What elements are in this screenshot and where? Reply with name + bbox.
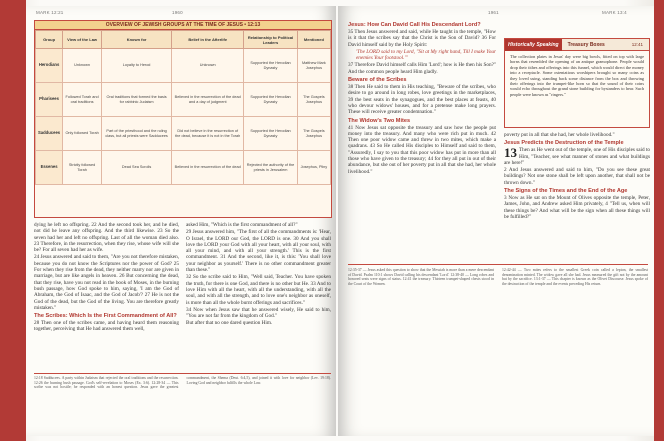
group-name-cell: Herodians [36, 49, 63, 83]
column-header: Belief in the Afterlife [172, 31, 244, 49]
right-column-1 [348, 20, 496, 260]
section-heading: The Widow's Two Mites [348, 117, 411, 124]
table-cell: Oral traditions that formed the basis for rabbinic Judaism [102, 83, 172, 117]
paragraph: 38 Then He said to them in His teaching, "Beware of the scribes, who desire to go around in long robes, love greetings in the marketplaces, 39 the best seats in the synagogues, and the best places at feasts, 40 who devour widows' houses, and for a pretense make long prayers. These will receive greater condemnation." [348, 84, 496, 116]
running-header-right: MARK 13:4 [602, 10, 627, 15]
historically-speaking-sidebar [504, 38, 650, 128]
table-cell: Supported the Herodian Dynasty [244, 117, 298, 151]
table-cell: Josephus, Pliny [297, 151, 330, 185]
cover-right [654, 0, 664, 441]
paragraph: 35 Then Jesus answered and said, while He taught in the temple, "How is it that the scribes say that the Christ is the Son of David? 36 For David himself said by the Holy Spirit: [348, 29, 496, 48]
table-cell: Matthew Mark Josephus [297, 49, 330, 83]
left-page [26, 6, 336, 436]
paragraph: 28 Then one of the scribes came, and having heard them reasoning together, perceiving that He had answered them well, [34, 320, 179, 333]
sidebar-header [505, 39, 649, 51]
table-cell: Unknown [63, 49, 102, 83]
paragraph: But after that no one dared question Him. [186, 320, 273, 327]
right-column-2 [504, 132, 650, 260]
historically-speaking-logo: Historically Speaking [505, 39, 562, 51]
paragraph: asked Him, "Which is the first commandment of all?" [186, 222, 298, 228]
paragraph: dying he left no offspring. 22 And the second took her, and he died, not did he leave any offspring. And the third likewise. 23 So the seven had her and left no offspring. Last of all the woman died also. 23 Therefore, in the resurrection, when they rise, whose wife will she be? For all seven had her as wife. [34, 222, 179, 254]
section-heading: Jesus Predicts the Destruction of the Temple [504, 140, 624, 147]
table-body [36, 49, 331, 185]
section-heading: The Signs of the Times and the End of the Age [504, 188, 628, 195]
sidebar-title: Treasury Boxes [567, 41, 605, 48]
table-cell: Rejected the authority of the priests in Jerusalem [244, 151, 298, 185]
left-column-1 [34, 222, 179, 370]
table-cell: Dead Sea Scrolls [102, 151, 172, 185]
paragraph: 37 Therefore David himself calls Him 'Lord'; how is He then his Son?" And the common people heard Him gladly. [348, 62, 496, 75]
column-header: Group [36, 31, 63, 49]
left-column-2 [186, 222, 331, 370]
group-name-cell: Sadducees [36, 117, 63, 151]
table-cell: Believed in the resurrection of the dead [172, 151, 244, 185]
table-cell: Strictly followed Torah [63, 151, 102, 185]
group-name-cell: Essenes [36, 151, 63, 185]
section-heading: Jesus: How Can David Call His Descendant Lord? [348, 22, 481, 28]
column-header: Relationship to Political Leaders [244, 31, 298, 49]
running-header-left: MARK 12:21 [36, 10, 64, 15]
page-number-right: 1961 [488, 10, 499, 15]
table-cell: Part of the priesthood and the ruling class, but all priests were Sadducees [102, 117, 172, 151]
table-cell: Supported the Herodian Dynasty [244, 49, 298, 83]
group-name-cell: Pharisees [36, 83, 63, 117]
paragraph: 3 Now as He sat on the Mount of Olives opposite the temple, Peter, James, John, and Andrew asked Him privately, 4 "Tell us, when will these things be? And what will be the sign when all these things will be fulfilled?" [504, 195, 650, 220]
study-notes-right-2: 12:42-44 — Two mites refers to the smallest Greek coin called a lepton, the smallest denomination minted. The widow gave all she had. Jesus measured the gift not by the amount but by the sacrifice. 13:1-37 — This chapter is known as the Olivet Discourse. Jesus spoke of the destruction of the temple and the events preceding His return. [502, 268, 648, 286]
paragraph: 2 And Jesus answered and said to him, "Do you see these great buildings? Not one stone shall be left upon another, that shall not be thrown down." [504, 167, 650, 186]
sidebar-body: The collection plates in Jesus' day were big bowls, fitted on top with large horns that resembled the opening of an antique gramophone. People would drop their tithes and offerings into this funnel, which would direct the money into a receptacle. Some ostentatious worshipers brought so many coins as they loved using, standing back some distance from the box and throwing their offerings into the trumpet-like horn so that the sound of their coins would echo throughout the grand stone building for bystanders to hear. Such people were known as "ringers." [510, 54, 644, 97]
paragraph: poverty put in all that she had, her whole livelihood." [504, 132, 615, 138]
table-row [36, 49, 331, 83]
jewish-groups-table [34, 20, 332, 218]
table-row [36, 83, 331, 117]
paragraph: 29 Jesus answered him, "The first of all the commandments is: 'Hear, O Israel, the LORD our God, the LORD is one. 30 And you shall love the LORD your God with all your heart, with all your soul, with all your mind, and with all your strength.' This is the first commandment. 31 And the second, like it, is this: 'You shall love your neighbor as yourself.' There is no other commandment greater than these." [186, 229, 331, 274]
notes-divider [348, 264, 648, 265]
section-heading: The Scribes: Which Is the First Commandment of All? [34, 313, 177, 320]
sidebar-reference: 12:41 [631, 42, 643, 47]
table-cell: The Gospels Josephus [297, 117, 330, 151]
page-number-left: 1960 [172, 10, 183, 15]
paragraph: 24 Jesus answered and said to them, "Are you not therefore mistaken, because you do not know the Scriptures nor the power of God? 25 For when they rise from the dead, they neither marry nor are given in marriage, but are like angels in heaven. 26 But concerning the dead, that they rise, have you not read in the book of Moses, in the burning bush passage, how God spoke to him, saying, 'I am the God of Abraham, the God of Isaac, and the God of Jacob'? 27 He is not the God of the dead, but the God of the living. You are therefore greatly mistaken." [34, 254, 179, 311]
section-heading: Beware of the Scribes [348, 77, 407, 84]
cover-left [0, 0, 26, 441]
table-cell: Followed Torah and oral traditions [63, 83, 102, 117]
paragraph [504, 147, 650, 166]
column-header: Mentioned [297, 31, 330, 49]
quote: 'The LORD said to my Lord, "Sit at My right hand, Till I make Your enemies Your footstool."' [356, 48, 496, 62]
table-cell: Unknown [172, 49, 244, 83]
study-notes-right-1: 12:35-37 — Jesus asked this question to show that the Messiah is more than a mere descendant of David. Psalm 110:1 shows David calling his descendant 'Lord.' 12:38-40 — Long robes and honored seats were signs of status. 12:41 the treasury. Thirteen trumpet-shaped chests stood in the Court of the Women. [348, 268, 494, 286]
column-header: View of the Law [63, 31, 102, 49]
paragraph-text: Then as He went out of the temple, one of His disciples said to Him, "Teacher, see what manner of stones and what buildings are here!" [504, 147, 650, 166]
right-page [338, 6, 654, 436]
table-row [36, 151, 331, 185]
paragraph: 41 Now Jesus sat opposite the treasury and saw how the people put money into the treasury. And many who were rich put in much. 42 Then one poor widow came and threw in two mites, which make a quadrans. 43 So He called His disciples to Himself and said to them, "Assuredly, I say to you that this poor widow has put in more than all those who have given to the treasury; 44 for they all put in out of their abundance, but she out of her poverty put in all that she had, her whole livelihood." [348, 124, 496, 175]
paragraph: 32 So the scribe said to Him, "Well said, Teacher. You have spoken the truth, for there is one God, and there is no other but He. 33 And to love Him with all the heart, with all the understanding, with all the soul, and with all the strength, and to love one's neighbor as oneself, is more than all the whole burnt offerings and sacrifices." [186, 274, 331, 306]
column-header: Known for [102, 31, 172, 49]
table-header-row [36, 31, 331, 49]
notes-divider [34, 373, 331, 374]
paragraph: 34 Now when Jesus saw that he answered wisely, He said to him, "You are not far from the kingdom of God." [186, 306, 331, 320]
study-notes-left: 12:18 Sadducees. A party within Judaism that rejected the oral traditions and the resurrection. 12:26 the burning bush passage. God's self-revelation to Moses (Ex. 3:6). 12:28-34 — This scribe was not hostile; he responded with an honest question. Jesus gave the greatest commandment, the Shema (Deut. 6:4,5), and joined it with love for neighbor (Lev. 19:18). Loving God and neighbor fulfills the whole Law. [34, 376, 331, 390]
groups-table [35, 30, 331, 185]
table-title: OVERVIEW OF JEWISH GROUPS AT THE TIME OF JESUS • 12:13 [35, 21, 331, 30]
table-cell: Only followed Torah [63, 117, 102, 151]
table-row [36, 117, 331, 151]
table-cell: Did not believe in the resurrection of the dead, because it is not in the Torah [172, 117, 244, 151]
table-cell: Believed in the resurrection of the dead and a day of judgment [172, 83, 244, 117]
table-cell: Supported the Herodian Dynasty [244, 83, 298, 117]
table-cell: Loyalty to Herod [102, 49, 172, 83]
chapter-number: 13 [504, 145, 517, 161]
table-cell: The Gospels Josephus [297, 83, 330, 117]
